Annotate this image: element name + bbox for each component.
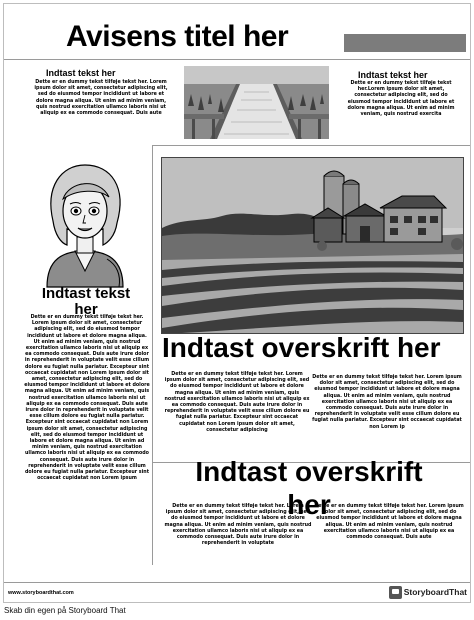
masthead-divider [4,59,470,60]
top-right-body: Dette er en dummy tekst tilføje tekst her.Lorem ipsum dolor sit amet, consectetur adipiscing elit, sed do eiusmod tempor incididunt ut labore et dolore magna aliqua. Ut enim ad minim veniam, quis nostrud exercita [347,81,455,118]
date-bar [344,34,466,52]
top-right-heading: Indtast tekst her [358,70,428,80]
storyboardthat-logo[interactable] [389,584,467,600]
bottom-col1: Dette er en dummy tekst tilføje tekst her. Lorem ipsum dolor sit amet, consectetur adipiscing elit, sed do eiusmod tempor incididunt ut labore et dolore magna aliqua. Ut enim ad minim veniam, quis nostrud exercitation ullamco laboris nisi ut aliquip ex ea commodo consequat. Duis aute irure dolor in reprehenderit in voluptate [164,504,312,547]
bottom-heading: Indtast overskrift her [195,456,423,520]
character-portrait [37,159,133,287]
storyboardthat-logo-icon [389,586,402,599]
bottom-col2: Dette er en dummy tekst tilføje tekst her. Lorem ipsum dolor sit amet, consectetur adipiscing elit, sed do eiusmod tempor incididunt ut labore et dolore magna aliqua. Ut enim ad minim veniam, quis nostrud exercitation ullamco laboris nisi ut aliquip ex ea commodo consequat. Duis aute [314,504,464,541]
bottom-caption: Skab din egen på Storyboard That [4,606,126,615]
footer-divider [4,582,470,583]
top-left-body: Dette er en dummy tekst tilføje tekst her. Lorem ipsum dolor sit amet, consectetur adipiscing elit, sed do eiusmod tempor incididunt ut labore et dolore magna aliqua. Ut enim ad minim veniam, quis nostrud exercitation ullamco laboris nisi ut aliquip ex ea commodo consequat. Duis aute [34,80,168,117]
top-left-heading: Indtast tekst her [46,68,116,78]
walkway-photo [184,66,329,139]
side-column-heading: Indtast tekst her [41,285,131,318]
side-column-body: Dette er en dummy tekst tilføje tekst her. Lorem ipsum dolor sit amet, consectetur adipiscing elit, sed do eiusmod tempor incididunt ut labore et dolore magna aliqua. Ut enim ad minim veniam, quis nostrud exercitation ullamco laboris nisi ut aliquip ex ea commodo consequat. Duis aute irure dolor in reprehenderit in voluptate velit esse cillum dolore eu fugiat nulla pariatur. Excepteur sint occaecat cupidatat non Lorem ipsum dolor sit amet, consectetur adipiscing elit, sed do eiusmod tempor incididunt ut labore et dolore magna aliqua. Ut enim ad minim veniam, quis nostrud exercitation ullamco laboris nisi ut aliquip ex ea commodo consequat. Duis aute irure dolor in reprehenderit in voluptate velit esse cillum dolore eu fugiat nulla pariatur. Excepteur sint occaecat cupidatat non Lorem ipsum dolor sit amet, consectetur adipiscing elit, sed do eiusmod tempor incididunt ut labore et dolore magna aliqua. Ut enim ad minim veniam, quis nostrud exercitation ullamco laboris nisi ut aliquip ex ea commodo consequat. Duis aute irure dolor in reprehenderit in voluptate velit esse cillum dolore eu fugiat nulla pariatur. Excepteur sint occaecat cupidatat non Lorem ipsum [24,315,150,482]
middle-col2: Dette er en dummy tekst tilføje tekst her. Lorem ipsum dolor sit amet, consectetur adipiscing elit, sed do eiusmod tempor incididunt ut labore et dolore magna aliqua. Ut enim ad minim veniam, quis nostrud exercitation ullamco laboris nisi ut aliquip ex ea commodo consequat. Duis aute irure dolor in reprehenderit in voluptate velit esse cillum dolore eu fugiat nulla pariatur. Excepteur sint occaecat cupidatat non Lorem ip [312,375,462,430]
newspaper-page [3,3,471,603]
middle-heading: Indtast overskrift her [162,332,441,363]
footer-url[interactable]: www.storyboardthat.com [8,590,74,596]
newspaper-title: Avisens titel her [66,20,289,53]
logo-text: StoryboardThat [403,587,467,597]
column-divider [152,145,153,565]
top-row-divider [152,145,470,146]
farm-photo [161,157,464,334]
middle-col1: Dette er en dummy tekst tilføje tekst her. Lorem ipsum dolor sit amet, consectetur adipiscing elit, sed do eiusmod tempor incididunt ut labore et dolore magna aliqua. Ut enim ad minim veniam, quis nostrud exercitation ullamco laboris nisi ut aliquip ex ea commodo consequat. Duis aute irure dolor in reprehenderit in voluptate velit esse cillum dolore eu fugiat nulla pariatur. Excepteur sint occaecat cupidatat non Lorem ipsum dolor sit amet, consectetur adipiscing [164,372,310,433]
